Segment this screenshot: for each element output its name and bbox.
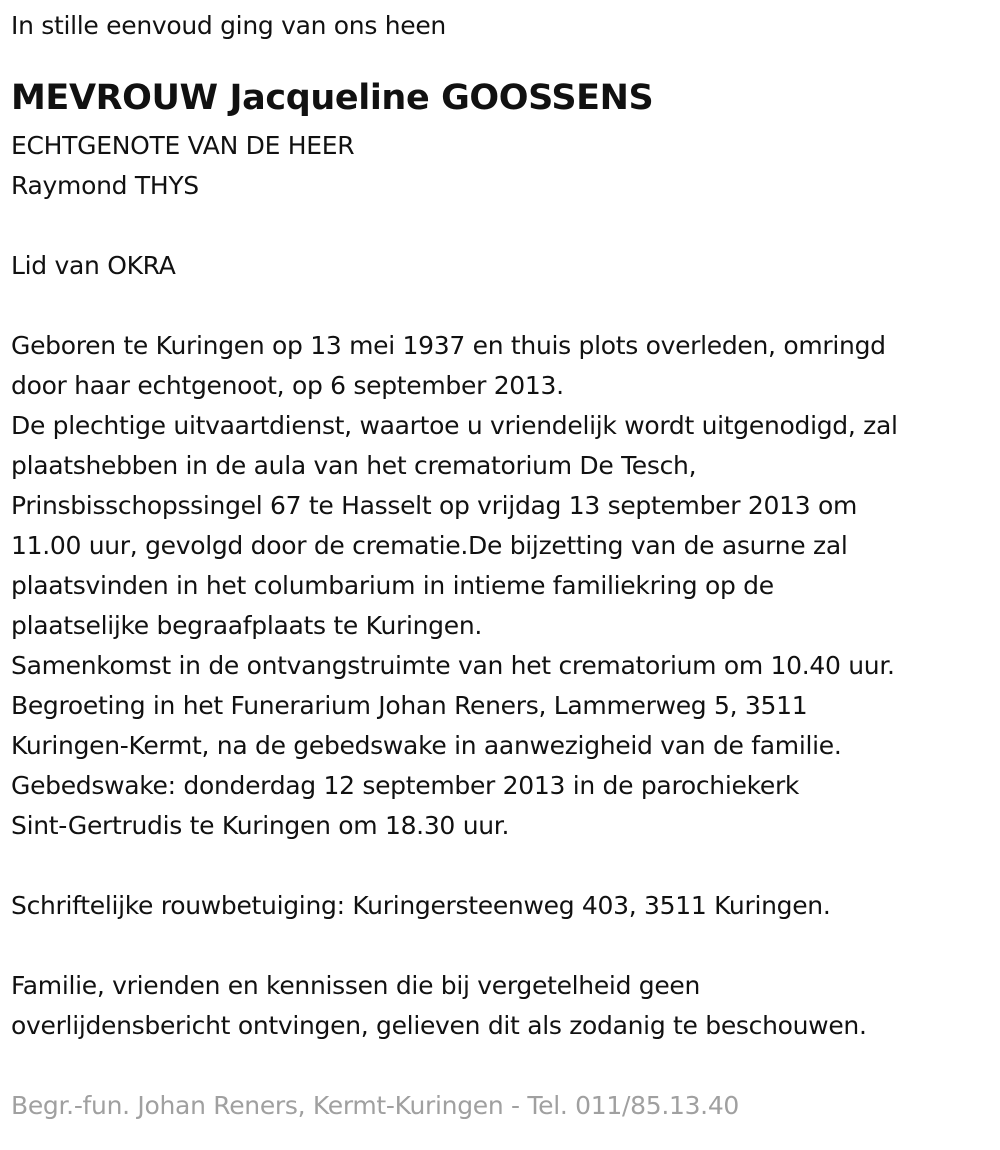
family-note (11, 966, 996, 1046)
spouse-name: Raymond THYS (11, 171, 199, 200)
deceased-name: MEVROUW Jacqueline GOOSSENS (11, 78, 654, 118)
body-line: Gebedswake: donderdag 12 september 2013 in de parochiekerk (11, 771, 800, 800)
body-line: plaatshebben in de aula van het crematorium De Tesch, (11, 451, 697, 480)
body-line: De plechtige uitvaartdienst, waartoe u vriendelijk wordt uitgenodigd, zal (11, 411, 898, 440)
body-line: Kuringen-Kermt, na de gebedswake in aanwezigheid van de familie. (11, 731, 842, 760)
family-note-line: overlijdensbericht ontvingen, gelieven dit als zodanig te beschouwen. (11, 1011, 867, 1040)
body-line: door haar echtgenoot, op 6 september 2013. (11, 371, 564, 400)
body-line: Sint-Gertrudis te Kuringen om 18.30 uur. (11, 811, 510, 840)
family-note-line: Familie, vrienden en kennissen die bij vergetelheid geen (11, 971, 701, 1000)
spacer (11, 846, 996, 886)
funeral-home-footer: Begr.-fun. Johan Reners, Kermt-Kuringen - Tel. 011/85.13.40 (11, 1091, 740, 1120)
body-line: Begroeting in het Funerarium Johan Reners, Lammerweg 5, 3511 (11, 691, 808, 720)
spacer (11, 286, 996, 326)
body-line: Geboren te Kuringen op 13 mei 1937 en thuis plots overleden, omringd (11, 331, 886, 360)
body-line: plaatselijke begraafplaats te Kuringen. (11, 611, 483, 640)
body-line: Prinsbisschopssingel 67 te Hasselt op vrijdag 13 september 2013 om (11, 491, 858, 520)
spouse-label: ECHTGENOTE VAN DE HEER (11, 131, 355, 160)
spacer (11, 1046, 996, 1086)
body-line: 11.00 uur, gevolgd door de crematie.De bijzetting van de asurne zal (11, 531, 848, 560)
intro-text: In stille eenvoud ging van ons heen (11, 11, 446, 40)
body-line: plaatsvinden in het columbarium in intieme familiekring op de (11, 571, 774, 600)
death-notice (11, 6, 996, 1126)
condolence-address: Schriftelijke rouwbetuiging: Kuringersteenweg 403, 3511 Kuringen. (11, 891, 831, 920)
spacer (11, 926, 996, 966)
announcement-body (11, 326, 996, 846)
membership-text: Lid van OKRA (11, 251, 176, 280)
body-line: Samenkomst in de ontvangstruimte van het crematorium om 10.40 uur. (11, 651, 895, 680)
spacer (11, 206, 996, 246)
